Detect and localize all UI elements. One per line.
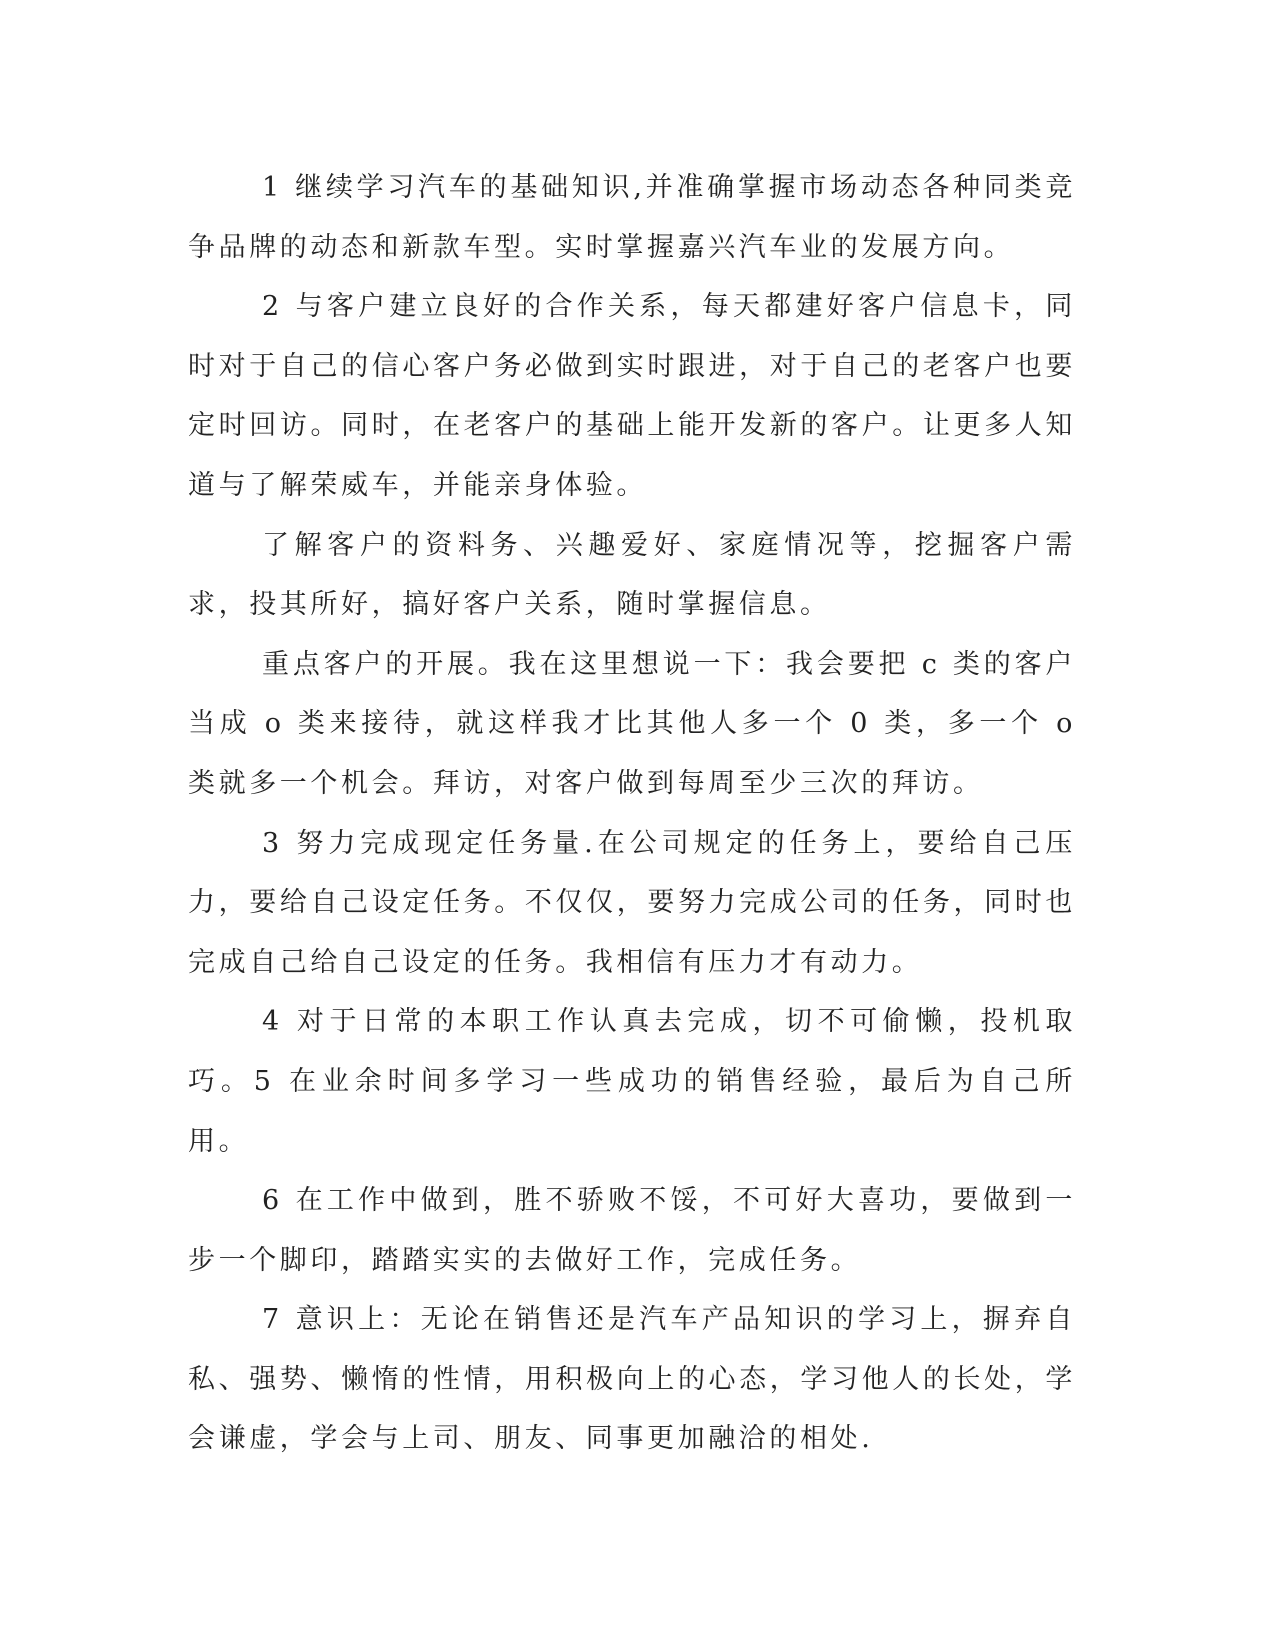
paragraph-6: 4 对于日常的本职工作认真去完成，切不可偷懒，投机取巧。5 在业余时间多学习一些成功的销售经验，最后为自己所用。 <box>188 1006 1076 1157</box>
paragraph-7: 6 在工作中做到，胜不骄败不馁，不可好大喜功，要做到一步一个脚印，踏踏实实的去做好工作，完成任务。 <box>188 1185 1076 1276</box>
paragraph-2: 2 与客户建立良好的合作关系，每天都建好客户信息卡，同时对于自己的信心客户务必做到实时跟进，对于自己的老客户也要定时回访。同时，在老客户的基础上能开发新的客户。让更多人知道与了解荣威车，并能亲身体验。 <box>188 291 1076 501</box>
paragraph-5: 3 努力完成现定任务量.在公司规定的任务上，要给自己压力，要给自己设定任务。不仅仅，要努力完成公司的任务，同时也完成自己给自己设定的任务。我相信有压力才有动力。 <box>188 827 1076 978</box>
document-body <box>188 158 1076 1469</box>
paragraph-4: 重点客户的开展。我在这里想说一下：我会要把 c 类的客户当成 o 类来接待，就这样我才比其他人多一个 0 类，多一个 o 类就多一个机会。拜访，对客户做到每周至少三次的拜访。 <box>188 648 1076 799</box>
paragraph-3: 了解客户的资料务、兴趣爱好、家庭情况等，挖掘客户需求，投其所好，搞好客户关系，随时掌握信息。 <box>188 529 1076 621</box>
paragraph-8: 7 意识上：无论在销售还是汽车产品知识的学习上，摒弃自私、强势、懒惰的性情，用积极向上的心态，学习他人的长处，学会谦虚，学会与上司、朋友、同事更加融洽的相处. <box>188 1304 1076 1455</box>
paragraph-1: 1 继续学习汽车的基础知识,并准确掌握市场动态各种同类竞争品牌的动态和新款车型。实时掌握嘉兴汽车业的发展方向。 <box>188 172 1076 263</box>
